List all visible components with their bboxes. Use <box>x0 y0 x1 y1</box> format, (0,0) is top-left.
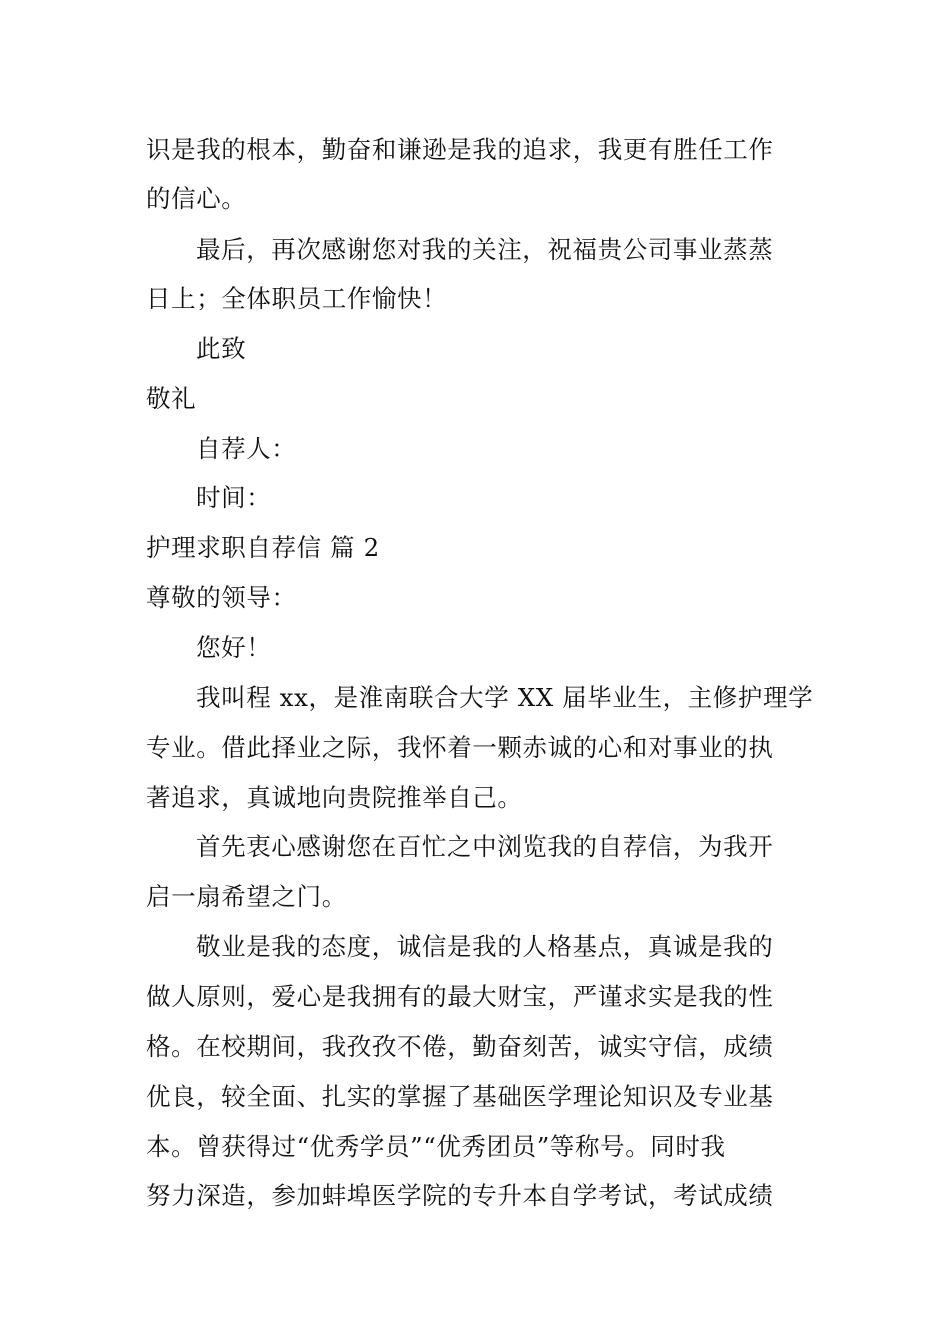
paragraph-line: 的信心。 <box>146 184 247 213</box>
paragraph-line: 首先衷心感谢您在百忙之中浏览我的自荐信，为我开 <box>196 832 774 861</box>
closing-salutation: 此致 <box>196 334 247 363</box>
paragraph-line: 著追求，真诚地向贵院推举自己。 <box>146 783 523 812</box>
paragraph-line: 本。曾获得过“优秀学员”“优秀团员”等称号。同时我 <box>146 1132 726 1161</box>
paragraph-line: 最后，再次感谢您对我的关注，祝福贵公司事业蒸蒸 <box>196 235 774 264</box>
paragraph-line: 识是我的根本，勤奋和谦逊是我的追求，我更有胜任工作 <box>146 135 774 164</box>
paragraph-line: 日上；全体职员工作愉快！ <box>146 284 448 313</box>
signature-label: 自荐人： <box>196 434 297 463</box>
paragraph-line: 努力深造，参加蚌埠医学院的专升本自学考试，考试成绩 <box>146 1181 774 1210</box>
paragraph-line: 做人原则，爱心是我拥有的最大财宝，严谨求实是我的性 <box>146 982 774 1011</box>
closing-regards: 敬礼 <box>146 384 197 413</box>
paragraph-line: 优良，较全面、扎实的掌握了基础医学理论知识及专业基 <box>146 1082 774 1111</box>
date-label: 时间： <box>196 483 272 512</box>
paragraph-line: 启一扇希望之门。 <box>146 882 347 911</box>
paragraph-line: 敬业是我的态度，诚信是我的人格基点，真诚是我的 <box>196 932 774 961</box>
paragraph-line: 专业。借此择业之际，我怀着一颗赤诚的心和对事业的执 <box>146 733 774 762</box>
paragraph-line: 格。在校期间，我孜孜不倦，勤奋刻苦，诚实守信，成绩 <box>146 1032 774 1061</box>
paragraph-line: 我叫程 xx，是淮南联合大学 XX 届毕业生，主修护理学 <box>196 683 814 712</box>
greeting-recipient: 尊敬的领导： <box>146 583 297 612</box>
section-title: 护理求职自荐信 篇 2 <box>146 533 380 562</box>
greeting: 您好！ <box>196 633 272 662</box>
